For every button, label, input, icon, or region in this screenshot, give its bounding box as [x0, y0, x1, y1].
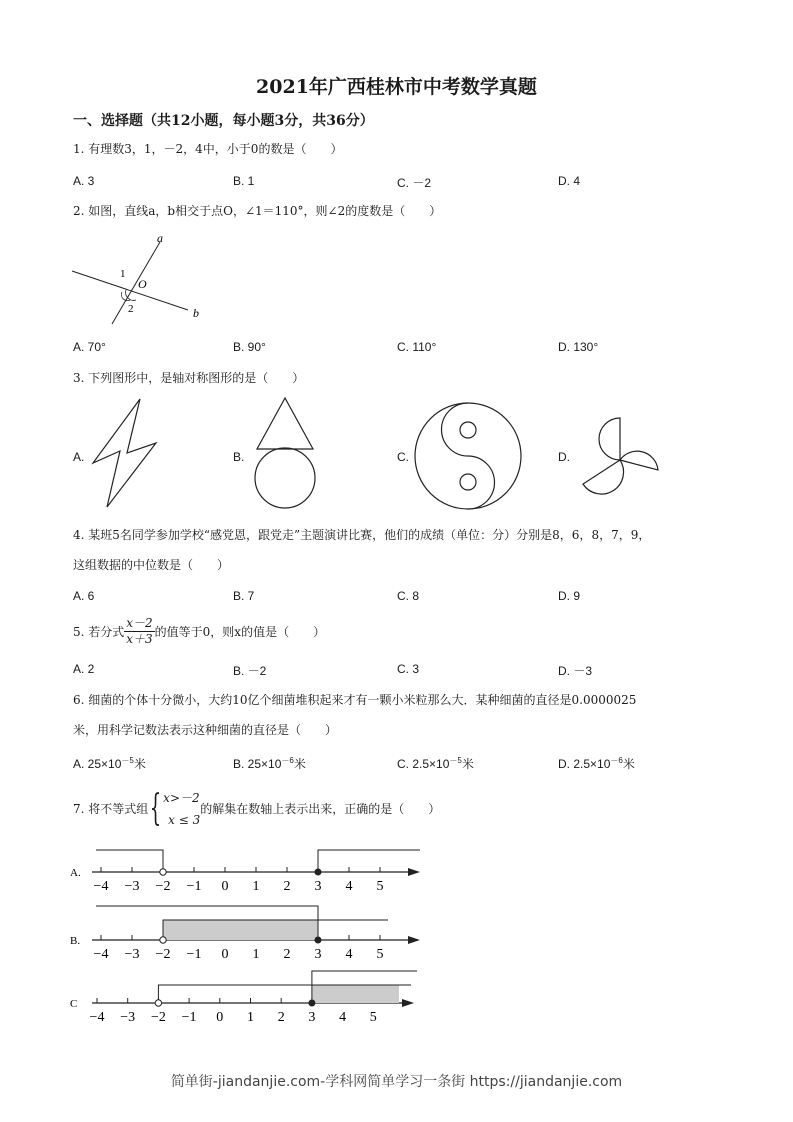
option-exponent: －5 [121, 756, 134, 765]
question-6-stem-line2: 米，用科学记数法表示这种细菌的直径是（ ） [73, 723, 338, 737]
option-base: B. 25×10 [233, 757, 282, 771]
fraction [124, 616, 154, 647]
q3-option-c: C. [397, 450, 409, 464]
lightning-shape [85, 395, 165, 515]
q2-option-c: C. 110° [397, 340, 437, 354]
tick-label: 1 [252, 947, 260, 962]
option-unit: 米 [461, 757, 474, 771]
label-o: O [138, 277, 147, 291]
intersecting-lines-figure [60, 228, 220, 328]
label-b: b [193, 306, 199, 320]
solution-shading [312, 985, 399, 1003]
q2-option-a: A. 70° [73, 340, 106, 354]
page-title: 2021年广西桂林市中考数学真题 [256, 76, 537, 98]
q5-stem-post: 的值等于0，则x的值是（ ） [154, 624, 326, 639]
axis-arrow [408, 868, 420, 876]
q2-option-b: B. 90° [233, 340, 266, 354]
q3-option-b: B. [233, 450, 245, 464]
closed-point [308, 1000, 315, 1007]
question-3-stem: 3. 下列图形中，是轴对称图形的是（ ） [73, 371, 305, 385]
q1-option-d: D. 4 [558, 174, 581, 188]
tick-label: 2 [283, 947, 291, 962]
tick-label: 4 [345, 947, 353, 962]
question-6-stem: 6. 细菌的个体十分微小，大约10亿个细菌堆积起来才有一颗小米粒那么大．某种细菌的直径是0.0000025 [73, 693, 637, 707]
label-angle-2: 2 [128, 303, 134, 315]
option-base: C. 2.5×10 [397, 757, 450, 771]
q4-option-c: C. 8 [397, 589, 420, 603]
tick-label: −3 [124, 947, 140, 962]
inequality-1: x>－2 [163, 791, 200, 805]
option-unit: 米 [133, 757, 146, 771]
option-exponent: －5 [449, 756, 462, 765]
tick-label: 1 [247, 1010, 254, 1025]
question-7-stem [73, 787, 440, 831]
axis-arrow [402, 999, 414, 1007]
tick-label: 4 [345, 879, 353, 894]
yin-yang-shape [412, 400, 524, 512]
q3-option-a: A. [73, 450, 85, 464]
q1-option-c: C. －2 [397, 176, 432, 190]
tick-label: −4 [89, 1010, 105, 1025]
range-bracket [318, 850, 420, 872]
q4-option-d: D. 9 [558, 589, 581, 603]
q5-option-d: D. －3 [558, 664, 593, 678]
q6-option-c [397, 755, 474, 772]
option-label: B. [70, 935, 81, 947]
triangle-on-circle-shape [245, 395, 325, 515]
range-bracket [96, 850, 163, 872]
tick-label: 0 [221, 879, 229, 894]
tick-label: 0 [216, 1010, 224, 1025]
tick-label: 5 [376, 879, 384, 894]
tick-label: −3 [124, 879, 140, 894]
footer-watermark: 简单街-jiandanjie.com-学科网简单学习一条街 https://jiandanjie.com [170, 1074, 623, 1090]
q2-option-d: D. 130° [558, 340, 599, 354]
fraction-numerator: x－2 [126, 616, 153, 630]
q6-option-d [558, 755, 635, 772]
q6-option-b [233, 755, 306, 772]
option-label: A. [70, 867, 81, 879]
fraction-denominator: x＋3 [126, 632, 153, 646]
pinwheel-shape [575, 410, 665, 500]
tick-label: −2 [155, 947, 171, 962]
tick-label: 1 [252, 879, 260, 894]
closed-point [315, 937, 322, 944]
tick-label: −4 [93, 879, 109, 894]
tick-label: −1 [186, 947, 202, 962]
option-label: C [70, 998, 78, 1010]
q5-option-a: A. 2 [73, 662, 95, 676]
option-base: D. 2.5×10 [558, 757, 611, 771]
open-point [160, 937, 166, 943]
tick-label: 3 [314, 879, 322, 894]
option-exponent: －6 [281, 756, 294, 765]
tick-label: 2 [277, 1010, 285, 1025]
question-5-stem [73, 616, 325, 647]
q5-option-b: B. －2 [233, 664, 267, 678]
brace: { [149, 788, 162, 829]
tick-label: 4 [339, 1010, 347, 1025]
tick-label: 3 [308, 1010, 316, 1025]
question-4-stem: 4. 某班5名同学参加学校“感党恩，跟党走”主题演讲比赛，他们的成绩（单位：分）分别是8，6，8，7，9， [73, 528, 651, 542]
tick-label: −2 [155, 879, 171, 894]
open-point [160, 869, 166, 875]
tick-label: −1 [181, 1010, 197, 1025]
question-1-stem: 1. 有理数3，1，－2，4中，小于0的数是（ ） [73, 142, 343, 156]
option-unit: 米 [622, 757, 635, 771]
tick-label: −2 [150, 1010, 166, 1025]
option-unit: 米 [293, 757, 306, 771]
inequality-system [163, 787, 200, 831]
q4-option-b: B. 7 [233, 589, 255, 603]
label-angle-1: 1 [120, 268, 126, 280]
option-exponent: －6 [610, 756, 623, 765]
tick-label: 5 [376, 947, 384, 962]
question-2-stem: 2. 如图，直线a，b相交于点O，∠1＝110°，则∠2的度数是（ ） [73, 204, 442, 218]
tick-label: 3 [314, 947, 322, 962]
section-heading: 一、选择题（共12小题，每小题3分，共36分） [73, 113, 374, 129]
label-a: a [157, 231, 163, 245]
q1-option-b: B. 1 [233, 174, 255, 188]
option-base: A. 25×10 [73, 757, 122, 771]
q7-stem-pre: 7. 将不等式组 [73, 802, 149, 816]
tick-label: 5 [369, 1010, 377, 1025]
tick-label: −1 [186, 879, 202, 894]
tick-label: 0 [221, 947, 229, 962]
q6-option-a [73, 755, 146, 772]
q5-stem-pre: 5. 若分式 [73, 624, 125, 639]
q7-stem-post: 的解集在数轴上表示出来，正确的是（ ） [200, 802, 441, 816]
question-4-stem-line2: 这组数据的中位数是（ ） [73, 558, 230, 572]
axis-arrow [408, 936, 420, 944]
solution-shading [163, 920, 318, 940]
q3-option-d: D. [558, 450, 570, 464]
number-line-options [0, 830, 440, 1030]
q4-option-a: A. 6 [73, 589, 95, 603]
q1-option-a: A. 3 [73, 174, 95, 188]
q5-option-c: C. 3 [397, 662, 420, 676]
tick-label: −4 [93, 947, 109, 962]
tick-label: −3 [120, 1010, 136, 1025]
open-point [155, 1000, 161, 1006]
inequality-2: x ≤ 3 [168, 813, 201, 827]
closed-point [315, 869, 322, 876]
tick-label: 2 [283, 879, 291, 894]
